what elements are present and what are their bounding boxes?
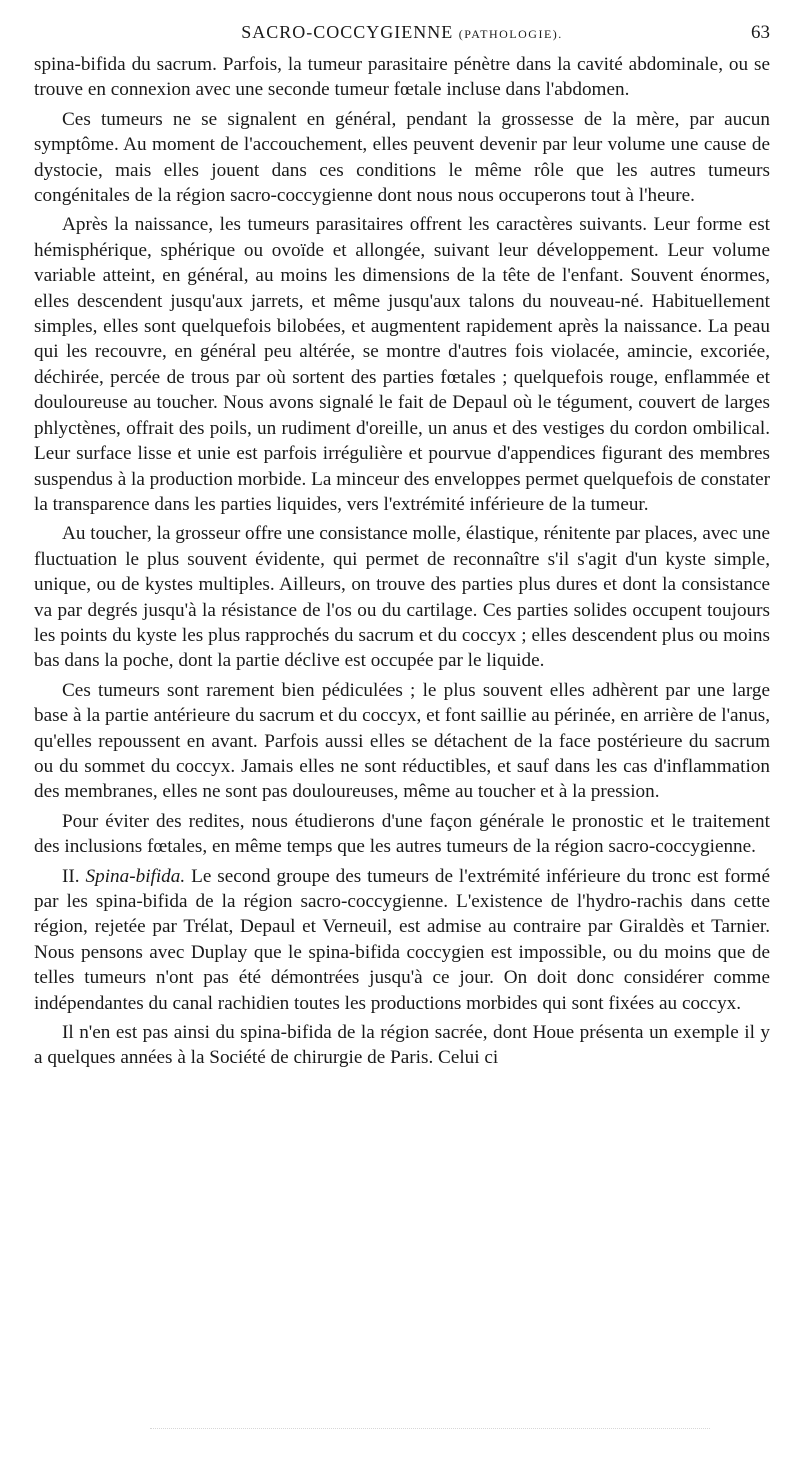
page-bottom-speckles [150, 1428, 710, 1435]
paragraph-4: Au toucher, la grosseur offre une consistance molle, élastique, rénitente par places, avec une fluctuation le plus souvent évidente, qui permet de reconnaître s'il s'agit d'un kyste simple, unique, ou de kystes multiples. Ailleurs, on trouve des parties plus dures et dont la consistance va par degrés jusqu'à la résistance de l'os ou du cartilage. Ces parties solides occupent toujours les points du kyste les plus rapprochés du sacrum et du coccyx ; elles descendent plus ou moins bas dans la poche, dont la partie déclive est occupée par le liquide. [34, 523, 770, 672]
running-head [34, 22, 770, 52]
paragraph-7-spina-bifida [34, 864, 770, 1016]
section-heading: Spina-bifida. [85, 865, 186, 887]
body-text [34, 52, 770, 1071]
paragraph-5: Ces tumeurs sont rarement bien pédiculées ; le plus souvent elles adhèrent par une large base à la partie antérieure du sacrum et du coccyx, et font saillie au périnée, en arrière de l'anus, qu'elles repoussent en avant. Parfois aussi elles se détachent de la face postérieure du sacrum ou du sommet du coccyx. Jamais elles ne sont réductibles, et sauf dans les cas d'inflammation des membranes, elles ne sont pas douloureuses, même au toucher et à la pression. [34, 679, 770, 803]
paragraph-3: Après la naissance, les tumeurs parasitaires offrent les caractères suivants. Leur forme est hémisphérique, sphérique ou ovoïde et allongée, suivant leur développement. Leur volume variable atteint, en général, au moins les dimensions de la tête de l'enfant. Souvent énormes, elles descendent jusqu'aux jarrets, et même jusqu'aux talons du nouveau-né. Habituellement simples, elles sont quelquefois bilobées, et augmentent rapidement après la naissance. La peau qui les recouvre, en général peu altérée, se montre d'autres fois violacée, amincie, excoriée, déchirée, percée de trous par où sortent des parties fœtales ; quelquefois rouge, enflammée et douloureuse au toucher. Nous avons signalé le fait de Depaul où le tégument, couvert de larges phlyctènes, offrait des poils, un rudiment d'oreille, un anus et des vestiges du cordon ombilical. Leur surface lisse et unie est parfois irrégulière et pourvue d'appendices figurant des membres suspendus à la production morbide. La minceur des enveloppes permet quelquefois de constater la transparence dans les parties liquides, vers l'extrémité inférieure de la tumeur. [34, 214, 770, 515]
running-subtitle: (PATHOLOGIE). [458, 27, 563, 41]
running-title: SACRO-COCCYGIENNE [241, 22, 454, 42]
section-number: II. [62, 865, 80, 887]
paragraph-8: Il n'en est pas ainsi du spina-bifida de la région sacrée, dont Houe présenta un exemple il y a quelques années à la Société de chirurgie de Paris. Celui ci [34, 1022, 770, 1069]
book-page [34, 22, 770, 1075]
paragraph-2: Ces tumeurs ne se signalent en général, pendant la grossesse de la mère, par aucun symptôme. Au moment de l'accouchement, elles peuvent devenir par leur volume une cause de dystocie, mais elles jouent dans ces conditions le même rôle que les autres tumeurs congénitales de la région sacro-coccygienne dont nous nous occuperons tout à l'heure. [34, 108, 770, 207]
paragraph-7-text: Le second groupe des tumeurs de l'extrémité inférieure du tronc est formé par les spina-bifida de la région sacro-coccygienne. L'existence de l'hydro-rachis dans cette région, rejetée par Trélat, Depaul et Verneuil, est admise au contraire par Giraldès et Tarnier. Nous pensons avec Duplay que le spina-bifida coccygien est impossible, ou du moins que de telles tumeurs n'ont pas été démontrées jusqu'à ce jour. On doit donc considérer comme indépendantes du canal rachidien toutes les productions morbides qui sont fixées au coccyx. [34, 865, 771, 1014]
paragraph-6: Pour éviter des redites, nous étudierons d'une façon générale le pronostic et le traitement des inclusions fœtales, en même temps que les autres tumeurs de la région sacro-coccygienne. [34, 810, 770, 858]
paragraph-1: spina-bifida du sacrum. Parfois, la tumeur parasitaire pénètre dans la cavité abdominale, ou se trouve en connexion avec une seconde tumeur fœtale incluse dans l'abdomen. [34, 54, 770, 101]
page-number: 63 [751, 22, 770, 43]
